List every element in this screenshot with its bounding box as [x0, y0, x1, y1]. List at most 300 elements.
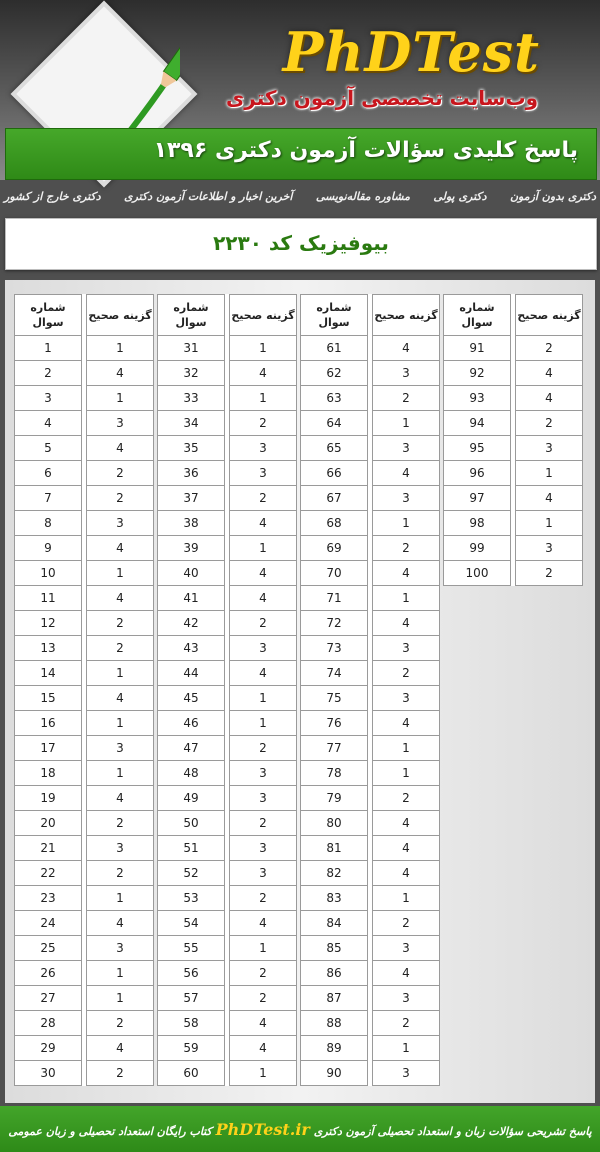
header-question-number: شماره سوال [15, 295, 82, 336]
correct-option: 1 [87, 336, 154, 361]
question-number: 64 [301, 411, 368, 436]
correct-option: 3 [87, 936, 154, 961]
table-row [444, 411, 583, 436]
question-number: 40 [158, 561, 225, 586]
table-row [444, 336, 583, 361]
correct-option: 4 [373, 611, 440, 636]
correct-option: 2 [516, 561, 583, 586]
footer-site-link[interactable]: PhDTest.ir [215, 1120, 310, 1139]
nav-link-article-consulting[interactable]: مشاوره مقاله‌نویسی [315, 190, 410, 203]
table-row [301, 361, 440, 386]
correct-option: 1 [87, 986, 154, 1011]
table-row [158, 336, 297, 361]
correct-option: 3 [87, 511, 154, 536]
table-row [15, 986, 154, 1011]
table-row [15, 886, 154, 911]
question-number: 75 [301, 686, 368, 711]
correct-option: 3 [373, 361, 440, 386]
question-number: 59 [158, 1036, 225, 1061]
table-row [301, 936, 440, 961]
question-number: 13 [15, 636, 82, 661]
question-number: 67 [301, 486, 368, 511]
question-number: 27 [15, 986, 82, 1011]
table-row [158, 561, 297, 586]
question-number: 99 [444, 536, 511, 561]
correct-option: 3 [516, 436, 583, 461]
correct-option: 1 [230, 536, 297, 561]
table-row [15, 486, 154, 511]
table-row [158, 911, 297, 936]
table-row [15, 661, 154, 686]
table-row [301, 486, 440, 511]
nav-link-no-exam-phd[interactable]: دکتری بدون آزمون [509, 190, 596, 203]
question-number: 52 [158, 861, 225, 886]
correct-option: 1 [373, 761, 440, 786]
correct-option: 3 [373, 1061, 440, 1086]
correct-option: 1 [87, 886, 154, 911]
table-row [301, 1011, 440, 1036]
correct-option: 4 [87, 1036, 154, 1061]
table-row [15, 386, 154, 411]
question-number: 98 [444, 511, 511, 536]
correct-option: 3 [87, 736, 154, 761]
question-number: 19 [15, 786, 82, 811]
correct-option: 1 [516, 511, 583, 536]
subject-title: بیوفیزیک کد ۲۲۳۰ [213, 231, 389, 255]
table-row [158, 361, 297, 386]
correct-option: 4 [230, 661, 297, 686]
correct-option: 2 [87, 636, 154, 661]
footer [0, 1106, 600, 1152]
correct-option: 2 [87, 1011, 154, 1036]
table-row [158, 386, 297, 411]
table-row [158, 761, 297, 786]
question-number: 56 [158, 961, 225, 986]
nav-link-latest-news[interactable]: آخرین اخبار و اطلاعات آزمون دکتری [124, 190, 293, 203]
question-number: 7 [15, 486, 82, 511]
table-row [15, 611, 154, 636]
question-number: 6 [15, 461, 82, 486]
table-row [301, 586, 440, 611]
question-number: 88 [301, 1011, 368, 1036]
correct-option: 4 [373, 861, 440, 886]
title-bar [5, 128, 597, 180]
correct-option: 2 [230, 611, 297, 636]
table-row [301, 1036, 440, 1061]
correct-option: 4 [230, 561, 297, 586]
correct-option: 4 [87, 586, 154, 611]
table-row [301, 986, 440, 1011]
question-number: 93 [444, 386, 511, 411]
correct-option: 1 [87, 711, 154, 736]
question-number: 100 [444, 561, 511, 586]
question-number: 57 [158, 986, 225, 1011]
answer-table-1 [14, 294, 154, 1086]
correct-option: 2 [516, 411, 583, 436]
table-row [301, 661, 440, 686]
nav-link-paid-phd[interactable]: دکتری پولی [433, 190, 487, 203]
correct-option: 3 [230, 636, 297, 661]
question-number: 97 [444, 486, 511, 511]
table-row [15, 686, 154, 711]
question-number: 15 [15, 686, 82, 711]
question-number: 74 [301, 661, 368, 686]
question-number: 83 [301, 886, 368, 911]
table-row [15, 736, 154, 761]
answer-table-3 [300, 294, 440, 1086]
correct-option: 3 [373, 436, 440, 461]
header-question-number: شماره سوال [301, 295, 368, 336]
correct-option: 1 [373, 1036, 440, 1061]
correct-option: 3 [230, 761, 297, 786]
correct-option: 3 [230, 436, 297, 461]
table-row [301, 636, 440, 661]
correct-option: 4 [230, 511, 297, 536]
question-number: 95 [444, 436, 511, 461]
table-row [15, 511, 154, 536]
question-number: 16 [15, 711, 82, 736]
table-row [158, 436, 297, 461]
table-row [158, 836, 297, 861]
correct-option: 1 [516, 461, 583, 486]
correct-option: 4 [373, 461, 440, 486]
question-number: 47 [158, 736, 225, 761]
correct-option: 3 [373, 936, 440, 961]
header-correct-option: گزینه صحیح [373, 295, 440, 336]
table-row [15, 536, 154, 561]
correct-option: 2 [230, 736, 297, 761]
table-row [15, 561, 154, 586]
table-row [158, 1036, 297, 1061]
question-number: 73 [301, 636, 368, 661]
correct-option: 1 [373, 511, 440, 536]
footer-text-right[interactable]: پاسخ تشریحی سؤالات زبان و استعداد تحصیلی آزمون دکتری [313, 1125, 592, 1138]
table-row [158, 411, 297, 436]
question-number: 25 [15, 936, 82, 961]
table-row [444, 436, 583, 461]
correct-option: 4 [373, 711, 440, 736]
question-number: 28 [15, 1011, 82, 1036]
correct-option: 2 [87, 861, 154, 886]
correct-option: 1 [87, 561, 154, 586]
question-number: 12 [15, 611, 82, 636]
table-row [15, 936, 154, 961]
correct-option: 2 [230, 961, 297, 986]
question-number: 71 [301, 586, 368, 611]
table-row [158, 486, 297, 511]
table-row [15, 1011, 154, 1036]
table-row [158, 936, 297, 961]
table-row [15, 586, 154, 611]
correct-option: 4 [516, 386, 583, 411]
correct-option: 4 [373, 961, 440, 986]
table-row [301, 836, 440, 861]
question-number: 46 [158, 711, 225, 736]
correct-option: 4 [230, 1036, 297, 1061]
correct-option: 3 [87, 411, 154, 436]
correct-option: 3 [87, 836, 154, 861]
correct-option: 3 [516, 536, 583, 561]
question-number: 96 [444, 461, 511, 486]
correct-option: 2 [87, 811, 154, 836]
question-number: 9 [15, 536, 82, 561]
table-row [15, 411, 154, 436]
table-row [158, 711, 297, 736]
question-number: 68 [301, 511, 368, 536]
question-number: 66 [301, 461, 368, 486]
question-number: 31 [158, 336, 225, 361]
correct-option: 1 [230, 336, 297, 361]
question-number: 91 [444, 336, 511, 361]
table-row [158, 586, 297, 611]
table-row [15, 1061, 154, 1086]
correct-option: 4 [373, 561, 440, 586]
correct-option: 3 [230, 786, 297, 811]
table-row [301, 411, 440, 436]
footer-text-left[interactable]: کتاب رایگان استعداد تحصیلی و زبان عمومی [8, 1125, 212, 1138]
table-row [158, 811, 297, 836]
question-number: 54 [158, 911, 225, 936]
question-number: 44 [158, 661, 225, 686]
correct-option: 2 [373, 911, 440, 936]
correct-option: 4 [373, 336, 440, 361]
question-number: 86 [301, 961, 368, 986]
table-row [301, 761, 440, 786]
tagline: وب‌سایت تخصصی آزمون دکتری [225, 86, 538, 110]
question-number: 48 [158, 761, 225, 786]
question-number: 30 [15, 1061, 82, 1086]
correct-option: 4 [87, 911, 154, 936]
table-row [301, 336, 440, 361]
table-row [444, 536, 583, 561]
question-number: 94 [444, 411, 511, 436]
question-number: 58 [158, 1011, 225, 1036]
question-number: 45 [158, 686, 225, 711]
correct-option: 4 [230, 911, 297, 936]
question-number: 61 [301, 336, 368, 361]
correct-option: 1 [230, 711, 297, 736]
question-number: 69 [301, 536, 368, 561]
footer-text [0, 1120, 600, 1139]
question-number: 23 [15, 886, 82, 911]
correct-option: 1 [373, 736, 440, 761]
table-row [301, 886, 440, 911]
question-number: 76 [301, 711, 368, 736]
table-row [301, 461, 440, 486]
correct-option: 1 [373, 411, 440, 436]
header-question-number: شماره سوال [158, 295, 225, 336]
table-row [15, 461, 154, 486]
table-row [444, 486, 583, 511]
correct-option: 2 [373, 786, 440, 811]
correct-option: 4 [230, 1011, 297, 1036]
table-row [15, 961, 154, 986]
correct-option: 3 [230, 836, 297, 861]
question-number: 21 [15, 836, 82, 861]
header-correct-option: گزینه صحیح [230, 295, 297, 336]
question-number: 79 [301, 786, 368, 811]
correct-option: 1 [373, 886, 440, 911]
correct-option: 1 [230, 686, 297, 711]
question-number: 24 [15, 911, 82, 936]
question-number: 53 [158, 886, 225, 911]
question-number: 41 [158, 586, 225, 611]
question-number: 84 [301, 911, 368, 936]
answer-table-2 [157, 294, 297, 1086]
question-number: 89 [301, 1036, 368, 1061]
correct-option: 3 [373, 636, 440, 661]
table-row [301, 511, 440, 536]
question-number: 1 [15, 336, 82, 361]
header-correct-option: گزینه صحیح [516, 295, 583, 336]
question-number: 22 [15, 861, 82, 886]
table-row [158, 961, 297, 986]
table-row [158, 536, 297, 561]
correct-option: 1 [373, 586, 440, 611]
table-row [158, 861, 297, 886]
table-row [301, 561, 440, 586]
question-number: 78 [301, 761, 368, 786]
question-number: 65 [301, 436, 368, 461]
table-row [301, 386, 440, 411]
correct-option: 1 [87, 661, 154, 686]
correct-option: 1 [87, 386, 154, 411]
correct-option: 1 [87, 961, 154, 986]
correct-option: 3 [230, 861, 297, 886]
question-number: 42 [158, 611, 225, 636]
question-number: 5 [15, 436, 82, 461]
page-title: پاسخ کلیدی سؤالات آزمون دکتری ۱۳۹۶ [153, 138, 578, 163]
correct-option: 4 [230, 361, 297, 386]
table-row [301, 1061, 440, 1086]
nav-link-phd-abroad[interactable]: دکتری خارج از کشور [4, 190, 101, 203]
question-number: 2 [15, 361, 82, 386]
question-number: 34 [158, 411, 225, 436]
question-number: 14 [15, 661, 82, 686]
correct-option: 3 [373, 686, 440, 711]
correct-option: 4 [373, 836, 440, 861]
table-row [158, 461, 297, 486]
table-row [158, 511, 297, 536]
table-row [15, 711, 154, 736]
correct-option: 4 [373, 811, 440, 836]
correct-option: 2 [230, 886, 297, 911]
correct-option: 2 [373, 661, 440, 686]
question-number: 26 [15, 961, 82, 986]
correct-option: 1 [230, 1061, 297, 1086]
table-row [301, 711, 440, 736]
table-row [301, 961, 440, 986]
subject-box [5, 218, 597, 270]
question-number: 39 [158, 536, 225, 561]
correct-option: 4 [87, 686, 154, 711]
table-row [158, 1061, 297, 1086]
correct-option: 2 [516, 336, 583, 361]
table-row [444, 461, 583, 486]
correct-option: 3 [373, 486, 440, 511]
correct-option: 2 [87, 1061, 154, 1086]
table-row [444, 511, 583, 536]
table-row [15, 811, 154, 836]
table-row [15, 1036, 154, 1061]
table-row [15, 336, 154, 361]
question-number: 90 [301, 1061, 368, 1086]
question-number: 29 [15, 1036, 82, 1061]
table-row [158, 786, 297, 811]
table-row [301, 686, 440, 711]
correct-option: 4 [230, 586, 297, 611]
question-number: 17 [15, 736, 82, 761]
correct-option: 2 [87, 611, 154, 636]
table-row [158, 886, 297, 911]
correct-option: 2 [230, 811, 297, 836]
question-number: 80 [301, 811, 368, 836]
table-row [444, 361, 583, 386]
question-number: 11 [15, 586, 82, 611]
correct-option: 2 [230, 486, 297, 511]
correct-option: 4 [87, 436, 154, 461]
correct-option: 1 [230, 386, 297, 411]
table-row [15, 761, 154, 786]
question-number: 81 [301, 836, 368, 861]
correct-option: 2 [230, 986, 297, 1011]
correct-option: 4 [87, 361, 154, 386]
question-number: 82 [301, 861, 368, 886]
correct-option: 2 [230, 411, 297, 436]
answer-table-4 [443, 294, 583, 586]
question-number: 60 [158, 1061, 225, 1086]
question-number: 87 [301, 986, 368, 1011]
question-number: 55 [158, 936, 225, 961]
question-number: 50 [158, 811, 225, 836]
header-question-number: شماره سوال [444, 295, 511, 336]
table-row [158, 1011, 297, 1036]
table-row [301, 736, 440, 761]
table-row [301, 536, 440, 561]
table-row [15, 361, 154, 386]
table-row [301, 436, 440, 461]
correct-option: 3 [230, 461, 297, 486]
correct-option: 2 [87, 461, 154, 486]
question-number: 51 [158, 836, 225, 861]
question-number: 32 [158, 361, 225, 386]
table-row [444, 386, 583, 411]
question-number: 43 [158, 636, 225, 661]
question-number: 8 [15, 511, 82, 536]
correct-option: 2 [373, 1011, 440, 1036]
question-number: 18 [15, 761, 82, 786]
question-number: 77 [301, 736, 368, 761]
correct-option: 2 [373, 386, 440, 411]
correct-option: 2 [87, 486, 154, 511]
nav-links [0, 190, 600, 212]
question-number: 92 [444, 361, 511, 386]
table-row [158, 636, 297, 661]
table-row [158, 686, 297, 711]
question-number: 72 [301, 611, 368, 636]
brand-logo-text: PhDTest [282, 20, 540, 84]
table-row [158, 986, 297, 1011]
correct-option: 4 [516, 361, 583, 386]
table-row [301, 811, 440, 836]
question-number: 85 [301, 936, 368, 961]
correct-option: 3 [373, 986, 440, 1011]
question-number: 3 [15, 386, 82, 411]
table-row [15, 436, 154, 461]
header-correct-option: گزینه صحیح [87, 295, 154, 336]
question-number: 70 [301, 561, 368, 586]
table-row [301, 861, 440, 886]
